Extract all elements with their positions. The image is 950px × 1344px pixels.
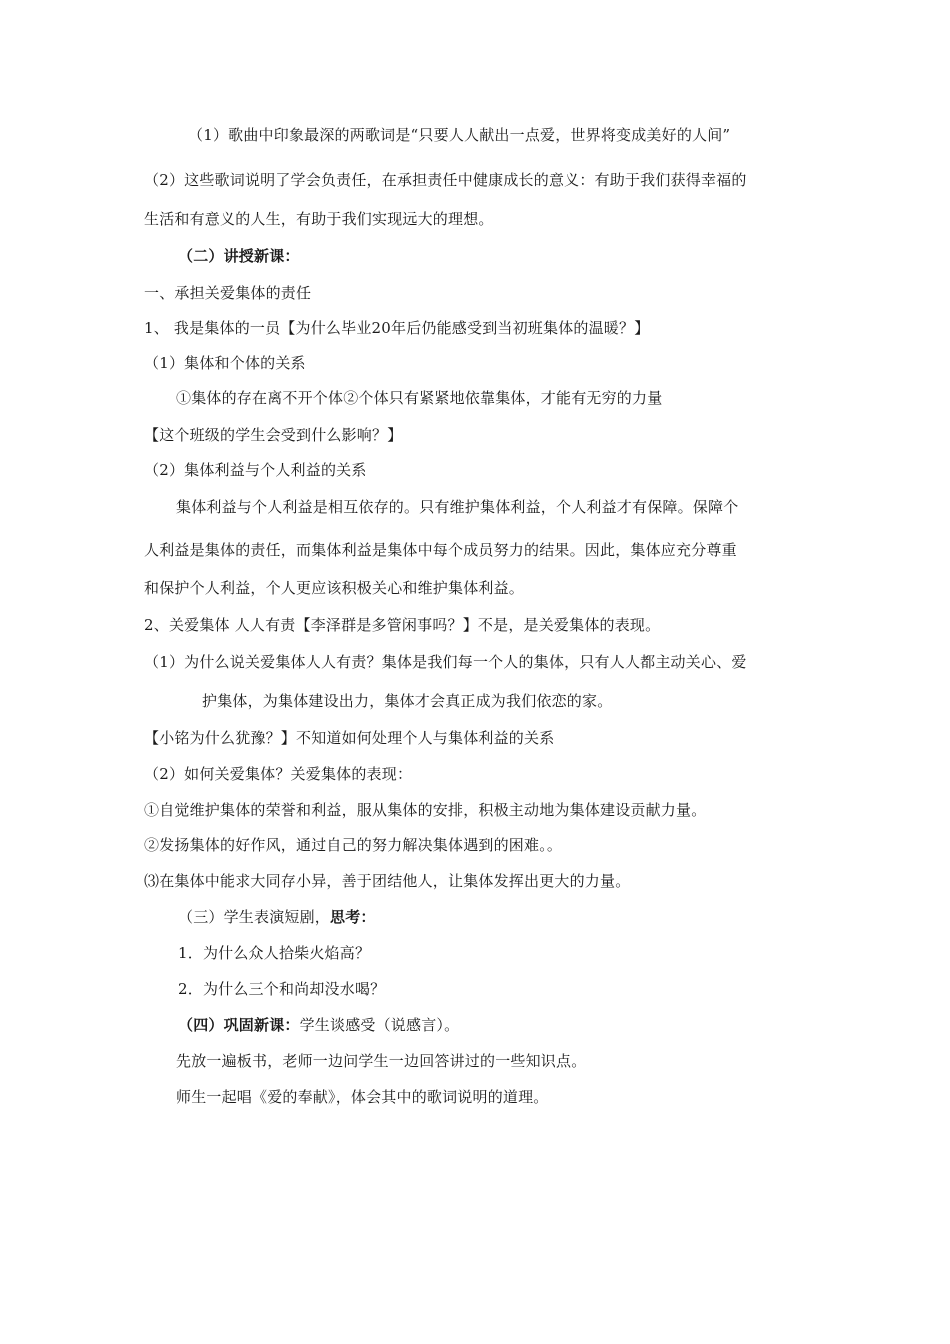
- paragraph-interest-line-3: 和保护个人利益，个人更应该积极关心和维护集体利益。: [144, 579, 525, 597]
- section-heading-new-lesson: （二）讲授新课：: [178, 247, 300, 265]
- point-3-line-1: （1）为什么说关爱集体人人有责？集体是我们每一个人的集体，只有人人都主动关心、爱: [144, 653, 747, 671]
- section-heading-drama: [178, 907, 376, 927]
- drama-question-2: 2．为什么三个和尚却没水喝？: [178, 980, 386, 998]
- drama-question-1: 1．为什么众人拾柴火焰高？: [178, 944, 371, 962]
- section-heading-review-bold: （四）巩固新课：: [178, 1016, 300, 1034]
- point-3-line-2: 护集体，为集体建设出力，集体才会真正成为我们依恋的家。: [202, 692, 613, 710]
- topic-heading-1: 一、承担关爱集体的责任: [144, 284, 312, 302]
- point-4-heading: （2）如何关爱集体？关爱集体的表现：: [144, 765, 413, 783]
- lyric-meaning-line-2: 生活和有意义的人生，有助于我们实现远大的理想。: [144, 210, 494, 228]
- subtopic-1: 1、 我是集体的一员【为什么毕业20年后仍能感受到当初班集体的温暖？】: [144, 319, 650, 337]
- song-lyric-line: （1）歌曲中印象最深的两歌词是“只要人人献出一点爱，世界将变成美好的人间”: [188, 126, 731, 144]
- section-heading-drama-text: （三）学生表演短剧，: [178, 908, 331, 926]
- section-heading-review-text: 学生谈感受（说感言）。: [299, 1016, 460, 1034]
- care-item-2: ②发扬集体的好作风，通过自己的努力解决集体遇到的困难。。: [144, 836, 563, 854]
- subtopic-2: 2、关爱集体 人人有责【李泽群是多管闲事吗？】不是，是关爱集体的表现。: [144, 616, 661, 634]
- section-heading-drama-bold: 思考：: [330, 908, 376, 926]
- paragraph-interest-line-2: 人利益是集体的责任，而集体利益是集体中每个成员努力的结果。因此，集体应充分尊重: [144, 541, 737, 559]
- review-paragraph-2: 师生一起唱《爱的奉献》，体会其中的歌词说明的道理。: [176, 1088, 549, 1106]
- paragraph-interest-line-1: 集体利益与个人利益是相互依存的。只有维护集体利益，个人利益才有保障。保障个: [176, 498, 739, 516]
- lyric-meaning-line-1: （2）这些歌词说明了学会负责任，在承担责任中健康成长的意义：有助于我们获得幸福的: [144, 171, 747, 189]
- question-xiaoming: 【小铭为什么犹豫？】不知道如何处理个人与集体利益的关系: [144, 729, 555, 747]
- care-item-1: ①自觉维护集体的荣誉和利益，服从集体的安排，积极主动地为集体建设贡献力量。: [144, 801, 707, 819]
- point-1-heading: （1）集体和个体的关系: [144, 354, 306, 372]
- care-item-3: ⑶在集体中能求大同存小异，善于团结他人，让集体发挥出更大的力量。: [144, 872, 631, 890]
- section-heading-review: [178, 1015, 459, 1035]
- review-paragraph-1: 先放一遍板书，老师一边问学生一边回答讲过的一些知识点。: [176, 1052, 587, 1070]
- point-1-content: ①集体的存在离不开个体②个体只有紧紧地依靠集体，才能有无穷的力量: [176, 389, 663, 407]
- point-2-heading: （2）集体利益与个人利益的关系: [144, 461, 367, 479]
- question-class-influence: 【这个班级的学生会受到什么影响？】: [144, 426, 403, 444]
